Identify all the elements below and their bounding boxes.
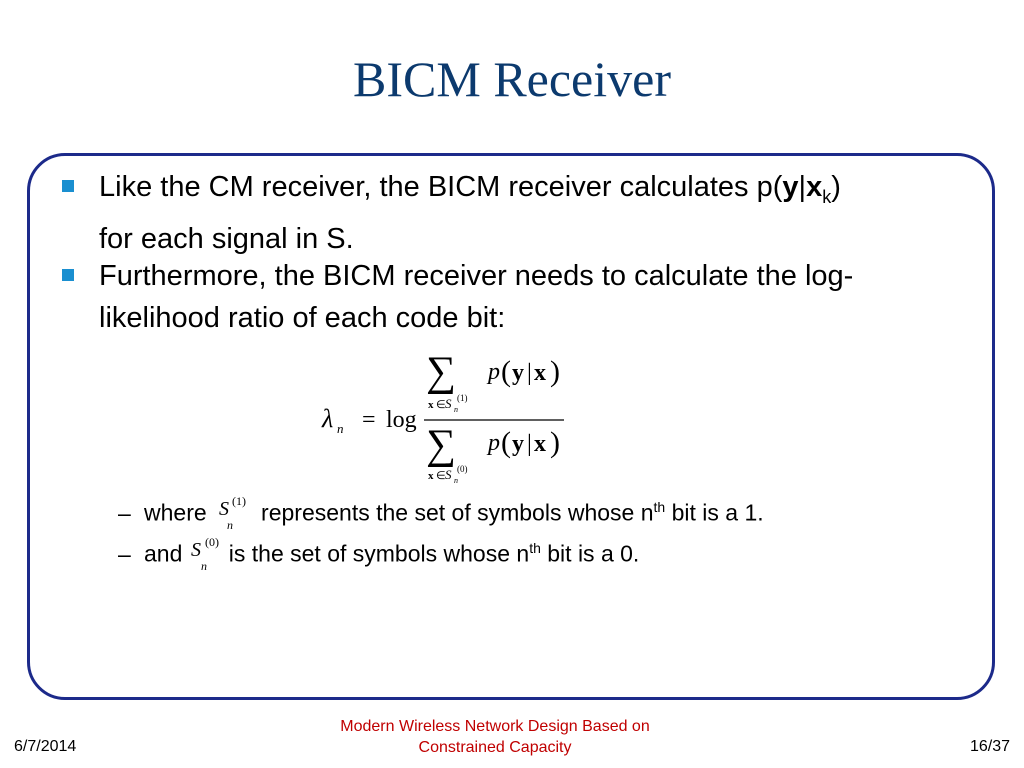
lambda-symbol: λ — [322, 404, 334, 433]
footer-page-number: 16/37 — [969, 738, 1010, 755]
set-S-n-0 — [189, 534, 229, 576]
square-bullet-icon — [62, 269, 74, 281]
subbullet-2-lead: and — [144, 540, 183, 567]
bullet-2-text: Furthermore, the BICM receiver needs to calculate the log-likelihood ratio of each code bit: — [99, 260, 854, 334]
denominator-set-S: S — [445, 467, 452, 482]
bullet-1-text: Like the CM receiver, the BICM receiver calculates $p(y|x_k)$ for each signal in S. — [99, 171, 841, 255]
denominator-set-x: x — [428, 470, 434, 482]
denominator-y: y — [512, 431, 524, 457]
equals-sign: = — [362, 407, 376, 433]
subbullet-2: – and S n (0) is the set of symbols whose $n^{th}$ bit is a 0. — [118, 533, 639, 576]
numerator-p: p — [488, 359, 500, 385]
numerator-set-sup: (1) — [457, 393, 468, 403]
denominator-paren-open: ( — [501, 426, 511, 459]
footer-title-line-1: Modern Wireless Network Design Based on — [340, 718, 650, 735]
log-text: log — [386, 407, 417, 433]
footer-title — [280, 716, 710, 758]
denominator-set-n: n — [454, 476, 458, 485]
lambda-sub: n — [337, 421, 344, 436]
set-S-n-1 — [213, 493, 261, 535]
svg-text:(0): (0) — [204, 534, 219, 549]
subbullet-1-text: represents the set of symbols whose n — [261, 499, 654, 526]
bullet-1 — [71, 166, 971, 260]
svg-text:S: S — [219, 497, 230, 520]
dash-marker: – — [118, 540, 131, 567]
numerator-set-x: x — [428, 399, 434, 411]
numerator-x: x — [534, 360, 546, 386]
numerator-paren-close: ) — [550, 355, 560, 388]
footer-date: 6/7/2014 — [14, 738, 77, 755]
denominator-p: p — [488, 430, 500, 456]
denominator-bar: | — [527, 431, 532, 457]
denominator-set-in: ∈ — [436, 470, 446, 482]
svg-text:n: n — [200, 558, 207, 573]
numerator-paren-open: ( — [501, 355, 511, 388]
svg-text:S: S — [190, 538, 201, 561]
subbullet-1-lead: where — [144, 499, 207, 526]
denominator-x: x — [534, 431, 546, 457]
subbullet-2-text: is the set of symbols whose n — [228, 540, 530, 567]
numerator-set-n: n — [454, 405, 458, 414]
llr-formula — [318, 345, 588, 495]
numerator-set-S: S — [445, 396, 452, 411]
svg-text:n: n — [227, 517, 234, 532]
numerator-set-in: ∈ — [436, 399, 446, 411]
svg-text:(1): (1) — [232, 493, 247, 508]
subbullet-1: – where S n (1) represents the set of symbols whose $n^{th}$ bit is a 1. — [118, 492, 764, 535]
numerator-y: y — [512, 360, 524, 386]
dash-marker: – — [118, 499, 131, 526]
footer-title-line-2: Constrained Capacity — [418, 739, 572, 756]
denominator-sum-symbol: ∑ — [426, 422, 456, 468]
square-bullet-icon — [62, 180, 74, 192]
numerator-sum-symbol: ∑ — [426, 349, 456, 395]
bullet-2 — [71, 255, 971, 339]
numerator-bar: | — [527, 360, 532, 386]
denominator-paren-close: ) — [550, 426, 560, 459]
slide-title: BICM Receiver — [353, 51, 671, 107]
denominator-set-sup: (0) — [457, 464, 468, 474]
